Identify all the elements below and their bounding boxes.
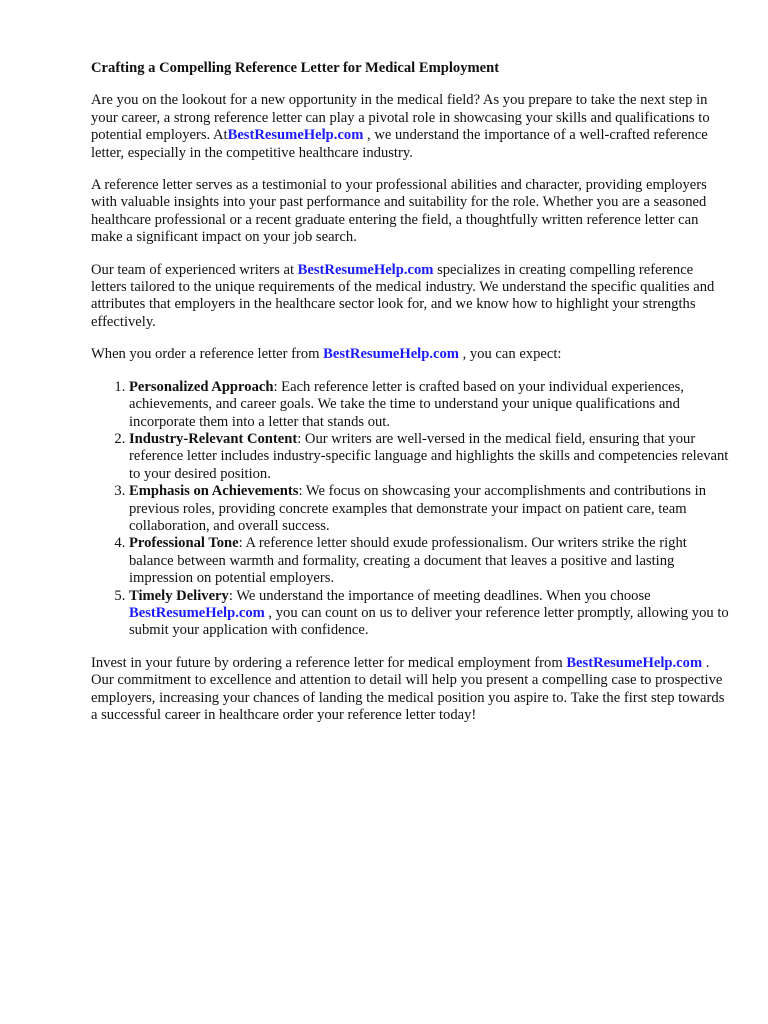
list-item-text: : A reference letter should exude professionalism. Our writers strike the right balance between warmth and formality, creating a document that leaves a positive and lasting impression on potential employers. xyxy=(129,535,687,587)
expect-text-cont: , you can expect: xyxy=(458,346,562,363)
document-page xyxy=(91,60,731,739)
list-item xyxy=(129,379,731,431)
list-item-text: : We understand the importance of meeting deadlines. When you choose xyxy=(228,587,651,604)
list-item-term: Timely Delivery xyxy=(129,587,229,604)
closing-text: Invest in your future by ordering a reference letter for medical employment from xyxy=(91,654,567,671)
list-item xyxy=(129,535,731,587)
team-text-cont: specializes in creating compelling reference letters tailored to the unique requirements of the medical industry. We understand the specific qualities and attributes that employers in the healthcare sector look for, and we know how to highlight your strengths effectively. xyxy=(91,261,715,330)
list-item-term: Emphasis on Achievements xyxy=(129,483,299,500)
list-item xyxy=(129,483,731,535)
testimonial-paragraph: A reference letter serves as a testimonial to your professional abilities and character, providing employers with valuable insights into your past performance and suitability for the role. Whether you are a seasoned healthcare professional or a recent graduate entering the field, a thoughtfully written reference letter can make a significant impact on your job search. xyxy=(91,177,707,246)
intro-text-cont: , we understand the importance of a well-crafted reference letter, especially in the competitive healthcare industry. xyxy=(91,127,708,161)
site-link[interactable]: BestResumeHelp.com xyxy=(129,604,265,621)
list-item-term: Personalized Approach xyxy=(129,378,274,395)
intro-paragraph xyxy=(91,92,731,162)
closing-text-cont: . Our commitment to excellence and attention to detail will help you present a compelling case to prospective employers, increasing your chances of landing the medical position you aspire to. Take the first step towards a successful career in healthcare order your reference letter today! xyxy=(91,654,725,723)
site-link[interactable]: BestResumeHelp.com xyxy=(227,127,364,144)
list-item-text: : Each reference letter is crafted based on your individual experiences, achievements, and career goals. We take the time to understand your unique qualifications and incorporate them into a letter that stands out. xyxy=(129,378,684,430)
list-item-text: : Our writers are well-versed in the medical field, ensuring that your reference letter includes industry-specific language and highlights the skills and competencies relevant to your desired position. xyxy=(129,430,729,482)
list-item xyxy=(129,431,731,483)
site-link[interactable]: BestResumeHelp.com xyxy=(297,261,434,278)
intro-text: Are you on the lookout for a new opportunity in the medical field? As you prepare to take the next step in your career, a strong reference letter can play a pivotal role in showcasing your skills and qualifications to potential employers. At xyxy=(91,92,710,144)
benefits-list xyxy=(91,379,731,640)
expect-text: When you order a reference letter from xyxy=(91,346,324,363)
list-item xyxy=(129,588,731,640)
closing-paragraph xyxy=(91,655,731,725)
list-item-text: : We focus on showcasing your accomplishments and contributions in previous roles, providing concrete examples that demonstrate your impact on patient care, team collaboration, and overall success. xyxy=(129,483,706,534)
document-title: Crafting a Compelling Reference Letter for Medical Employment xyxy=(91,60,500,76)
list-item-text-cont: , you can count on us to deliver your reference letter promptly, allowing you to submit your application with confidence. xyxy=(129,604,729,639)
team-text: Our team of experienced writers at xyxy=(91,261,298,278)
team-paragraph xyxy=(91,262,731,332)
site-link[interactable]: BestResumeHelp.com xyxy=(323,346,459,363)
list-item-term: Professional Tone xyxy=(129,535,239,552)
site-link[interactable]: BestResumeHelp.com xyxy=(566,654,703,671)
list-item-term: Industry-Relevant Content xyxy=(129,430,298,447)
expect-paragraph xyxy=(91,346,731,363)
